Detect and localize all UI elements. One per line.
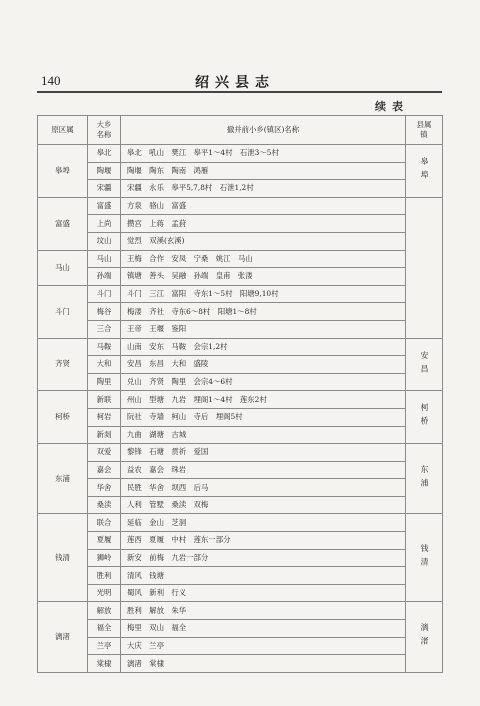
- merged-townships-cell: 王梅 合作 安凤 宁桑 姚江 马山: [121, 250, 406, 268]
- xiang-name-cell: 斗门: [88, 285, 121, 303]
- merged-townships-cell: 州山 型塘 九岩 埋阁1～4村 莲东2村: [121, 391, 406, 409]
- county-town-cell: 安昌: [406, 338, 443, 391]
- table-header-row: [38, 116, 443, 145]
- orig-district-cell: 齐贤: [38, 338, 88, 391]
- continued-label: 续表: [375, 100, 409, 113]
- xiang-name-cell: 坟山: [88, 232, 121, 250]
- merged-townships-cell: 攒宫 上蒋 孟葑: [121, 215, 406, 233]
- xiang-name-cell: 棠棣: [88, 655, 121, 673]
- merged-townships-cell: 兑山 齐贤 陶里 会宗4～6村: [121, 373, 406, 391]
- table-row: [38, 285, 443, 303]
- merged-townships-cell: 漓渚 棠棣: [121, 655, 406, 673]
- merged-townships-cell: 延临 金山 芝洞: [121, 514, 406, 532]
- xiang-name-cell: 桑渎: [88, 496, 121, 514]
- xiang-name-cell: 陶堰: [88, 162, 121, 180]
- merged-townships-cell: 民胜 华舍 坝西 后马: [121, 479, 406, 497]
- xiang-name-cell: 富盛: [88, 197, 121, 215]
- xiang-name-cell: 上尚: [88, 215, 121, 233]
- county-town-cell: 东浦: [406, 444, 443, 514]
- table-row: [38, 356, 443, 374]
- orig-district-cell: 皋埠: [38, 145, 88, 198]
- merged-townships-cell: 清风 钱塘: [121, 567, 406, 585]
- xiang-name-cell: 夏履: [88, 532, 121, 550]
- township-table: [37, 115, 443, 673]
- xiang-name-cell: 双爱: [88, 444, 121, 462]
- merged-townships-cell: 阮社 寺墙 柯山 寺后 埋阁5村: [121, 408, 406, 426]
- merged-townships-cell: 安昌 东昌 大和 盛陵: [121, 356, 406, 374]
- merged-townships-cell: 梅里 双山 福全: [121, 620, 406, 638]
- table-row: [38, 250, 443, 268]
- table-row: [38, 232, 443, 250]
- xiang-name-cell: 胜利: [88, 567, 121, 585]
- table-row: [38, 303, 443, 321]
- xiang-name-cell: 解放: [88, 602, 121, 620]
- merged-townships-cell: 梅溇 齐社 寺东6～8村 阳塘1～8村: [121, 303, 406, 321]
- xiang-name-cell: 宋疆: [88, 180, 121, 198]
- merged-townships-cell: 觉烈 双溪(玄溪): [121, 232, 406, 250]
- col-header-list: 撤并前小乡(镇区)名称: [121, 116, 406, 145]
- county-town-cell: 漓渚: [406, 602, 443, 672]
- table-row: [38, 514, 443, 532]
- page-title: 绍兴县志: [195, 75, 275, 91]
- merged-townships-cell: 人利 管墅 桑渎 双梅: [121, 496, 406, 514]
- xiang-name-cell: 联合: [88, 514, 121, 532]
- table-row: [38, 197, 443, 215]
- merged-townships-cell: 蜀风 新利 行义: [121, 584, 406, 602]
- table-row: [38, 549, 443, 567]
- table-row: [38, 320, 443, 338]
- xiang-name-cell: 新剡: [88, 426, 121, 444]
- xiang-name-cell: 狮岭: [88, 549, 121, 567]
- table-row: [38, 268, 443, 286]
- merged-townships-cell: 皋北 吼山 樊江 皋平1～4村 石泄3～5村: [121, 145, 406, 163]
- xiang-name-cell: 孙端: [88, 268, 121, 286]
- orig-district-cell: 钱清: [38, 514, 88, 602]
- table-row: [38, 444, 443, 462]
- xiang-name-cell: 梅谷: [88, 303, 121, 321]
- merged-townships-cell: 大庆 兰亭: [121, 637, 406, 655]
- merged-townships-cell: 黎锋 石塘 贯祈 爱国: [121, 444, 406, 462]
- table-row: [38, 391, 443, 409]
- table-row: [38, 532, 443, 550]
- table-row: [38, 373, 443, 391]
- merged-townships-cell: 新安 前梅 九岩一部分: [121, 549, 406, 567]
- table-row: [38, 461, 443, 479]
- col-header-orig: 原区属: [38, 116, 88, 145]
- table-row: [38, 180, 443, 198]
- merged-townships-cell: 莲西 夏履 中村 莲东一部分: [121, 532, 406, 550]
- merged-townships-cell: 陶堰 陶东 陶南 鸿雁: [121, 162, 406, 180]
- xiang-name-cell: 兰亭: [88, 637, 121, 655]
- table-row: [38, 426, 443, 444]
- merged-townships-cell: 方泉 骆山 富盛: [121, 197, 406, 215]
- table-row: [38, 602, 443, 620]
- table-row: [38, 637, 443, 655]
- county-town-cell: 柯桥: [406, 391, 443, 444]
- table-row: [38, 162, 443, 180]
- county-town-cell: 皋埠: [406, 145, 443, 198]
- xiang-name-cell: 大和: [88, 356, 121, 374]
- county-town-cell: 钱清: [406, 514, 443, 602]
- table-row: [38, 496, 443, 514]
- table-row: [38, 215, 443, 233]
- merged-townships-cell: 九曲 湖塘 古城: [121, 426, 406, 444]
- xiang-name-cell: 柯岩: [88, 408, 121, 426]
- table-row: [38, 338, 443, 356]
- orig-district-cell: 富盛: [38, 197, 88, 250]
- orig-district-cell: 斗门: [38, 285, 88, 338]
- merged-townships-cell: 山南 安东 马鞍 会宗1,2村: [121, 338, 406, 356]
- merged-townships-cell: 宋疆 永乐 皋平5,7,8村 石泄1,2村: [121, 180, 406, 198]
- table-row: [38, 567, 443, 585]
- county-town-cell: [406, 197, 443, 338]
- xiang-name-cell: 皋北: [88, 145, 121, 163]
- merged-townships-cell: 益农 嘉会 珠岩: [121, 461, 406, 479]
- xiang-name-cell: 陶里: [88, 373, 121, 391]
- orig-district-cell: 东浦: [38, 444, 88, 514]
- orig-district-cell: 柯桥: [38, 391, 88, 444]
- col-header-county: 县属镇: [406, 116, 443, 145]
- table-row: [38, 145, 443, 163]
- table-row: [38, 620, 443, 638]
- merged-townships-cell: 胜利 解放 朱华: [121, 602, 406, 620]
- orig-district-cell: 马山: [38, 250, 88, 285]
- xiang-name-cell: 福全: [88, 620, 121, 638]
- xiang-name-cell: 光明: [88, 584, 121, 602]
- merged-townships-cell: 斗门 三江 富阳 寺东1～5村 阳塘9,10村: [121, 285, 406, 303]
- xiang-name-cell: 马山: [88, 250, 121, 268]
- orig-district-cell: 漓渚: [38, 602, 88, 672]
- merged-townships-cell: 王帝 王堰 鉴阳: [121, 320, 406, 338]
- header-rule: [37, 91, 442, 93]
- table-row: [38, 408, 443, 426]
- xiang-name-cell: 三合: [88, 320, 121, 338]
- xiang-name-cell: 嘉会: [88, 461, 121, 479]
- xiang-name-cell: 华舍: [88, 479, 121, 497]
- page-number: 140: [41, 73, 61, 88]
- table-row: [38, 655, 443, 673]
- xiang-name-cell: 新联: [88, 391, 121, 409]
- table-row: [38, 584, 443, 602]
- table-row: [38, 479, 443, 497]
- col-header-xiang: 大乡名称: [88, 116, 121, 145]
- xiang-name-cell: 马鞍: [88, 338, 121, 356]
- merged-townships-cell: 镇塘 善头 吴融 孙端 皇甫 张溇: [121, 268, 406, 286]
